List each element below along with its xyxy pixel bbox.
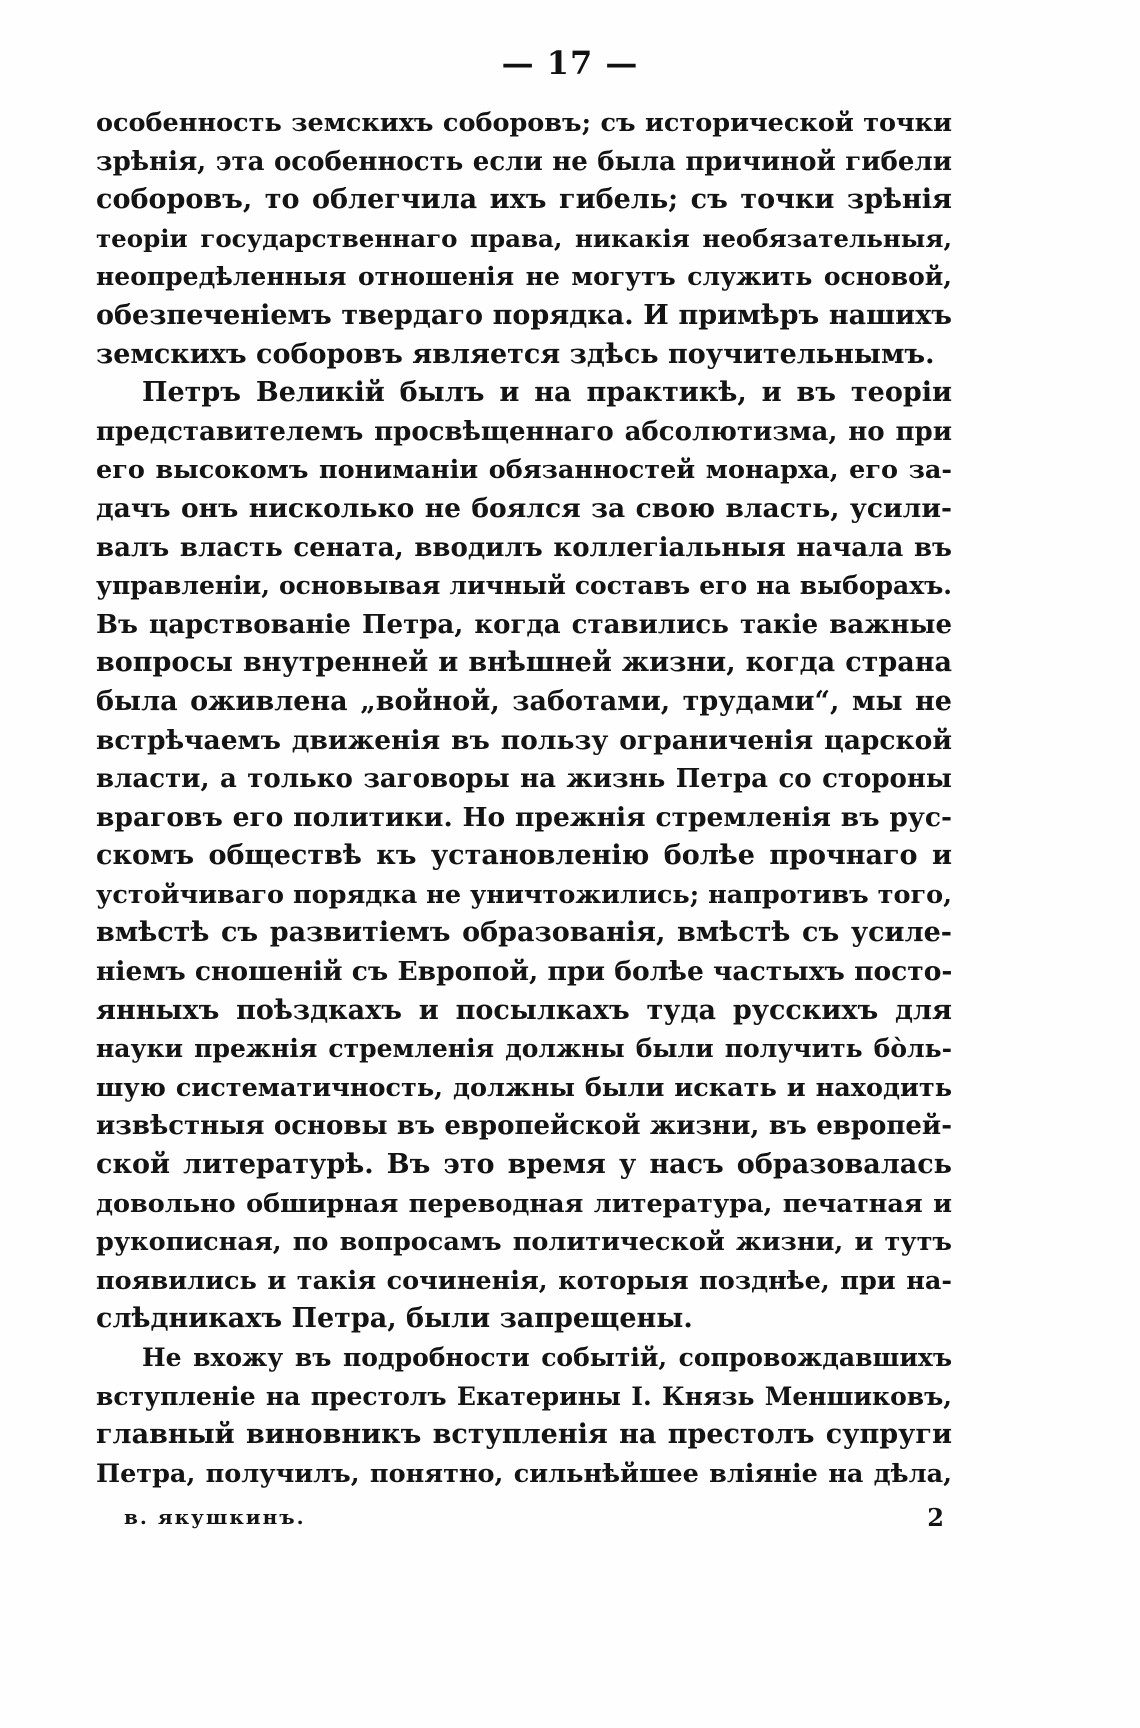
text-line: встрѣчаемъ движенія въ пользу ограниченія царской [96,724,952,756]
text-line: появились и такія сочиненія, которыя позднѣе, при на- [96,1265,952,1296]
text-line: устойчиваго порядка не уничтожились; напротивъ того, [96,879,952,910]
text-line: власти, а только заговоры на жизнь Петра со стороны [96,764,952,795]
page-footer [96,1505,952,1535]
text-line: янныхъ поѣздкахъ и посылкахъ туда русскихъ для [96,994,952,1026]
text-line: теоріи государственнаго права, никакія необязательныя, [96,223,952,253]
text-line: враговъ его политики. Но прежнія стремленія въ рус- [96,801,952,833]
text-line: управленіи, основывая личный составъ его на выборахъ. [96,571,952,601]
body-text [96,104,952,1493]
text-line: довольно обширная переводная литература, печатная и [96,1188,952,1219]
text-line: рукописная, по вопросамъ политической жизни, и тутъ [96,1227,952,1258]
text-line: науки прежнія стремленія должны были получить бòль- [96,1034,952,1064]
text-line: представителемъ просвѣщеннаго абсолютизма, но при [96,416,952,447]
text-line: особенность земскихъ соборовъ; съ исторической точки [96,108,952,138]
text-line: вступленіе на престолъ Екатерины I. Князь Меншиковъ, [96,1381,952,1411]
text-line: главный виновникъ вступленія на престолъ супруги [96,1419,952,1451]
text-line: была оживлена „войной, заботами, трудами“, мы не [96,685,952,717]
text-line: Въ царствованіе Петра, когда ставились такіе важные [96,609,952,640]
paragraph-first-line: Петръ Великій былъ и на практикѣ, и въ теоріи [142,377,952,409]
text-line: скомъ обществѣ къ установленію болѣе прочнаго и [96,840,952,872]
signature-mark: в. якушкинъ. [124,1505,306,1529]
text-line: дачъ онъ нисколько не боялся за свою власть, усили- [96,492,952,524]
text-line: земскихъ соборовъ является здѣсь поучительнымъ. [96,338,935,370]
text-line: извѣстныя основы въ европейской жизни, въ европей- [96,1111,952,1142]
text-line: шую систематичность, должны были искать и находить [96,1072,952,1103]
sheet-number: 2 [927,1503,944,1532]
text-line: зрѣнія, эта особенность если не была причиной гибели [96,146,952,177]
text-line: валъ власть сената, вводилъ коллегіальныя начала въ [96,532,952,563]
text-line: ской литературѣ. Въ это время у насъ образовалась [96,1149,952,1181]
paragraph-first-line: Не вхожу въ подробности событій, сопровождавшихъ [142,1343,952,1372]
text-line: Петра, получилъ, понятно, сильнѣйшее вліяніе на дѣла, [96,1458,952,1489]
text-line: вмѣстѣ съ развитіемъ образованія, вмѣстѣ съ усиле- [96,917,952,949]
text-line: ніемъ сношеній съ Европой, при болѣе частыхъ посто- [96,956,952,988]
text-line: обезпеченіемъ твердаго порядка. И примѣръ нашихъ [96,299,952,331]
text-line: слѣдникахъ Петра, были запрещены. [96,1303,693,1335]
page-number: — 17 — [501,44,639,82]
text-line: вопросы внутренней и внѣшней жизни, когда страна [96,647,952,679]
text-line: его высокомъ пониманіи обязанностей монарха, его за- [96,455,952,486]
text-line: неопредѣленныя отношенія не могутъ служить основой, [96,262,952,292]
text-line: соборовъ, то облегчила ихъ гибель; съ точки зрѣнія [96,184,952,216]
